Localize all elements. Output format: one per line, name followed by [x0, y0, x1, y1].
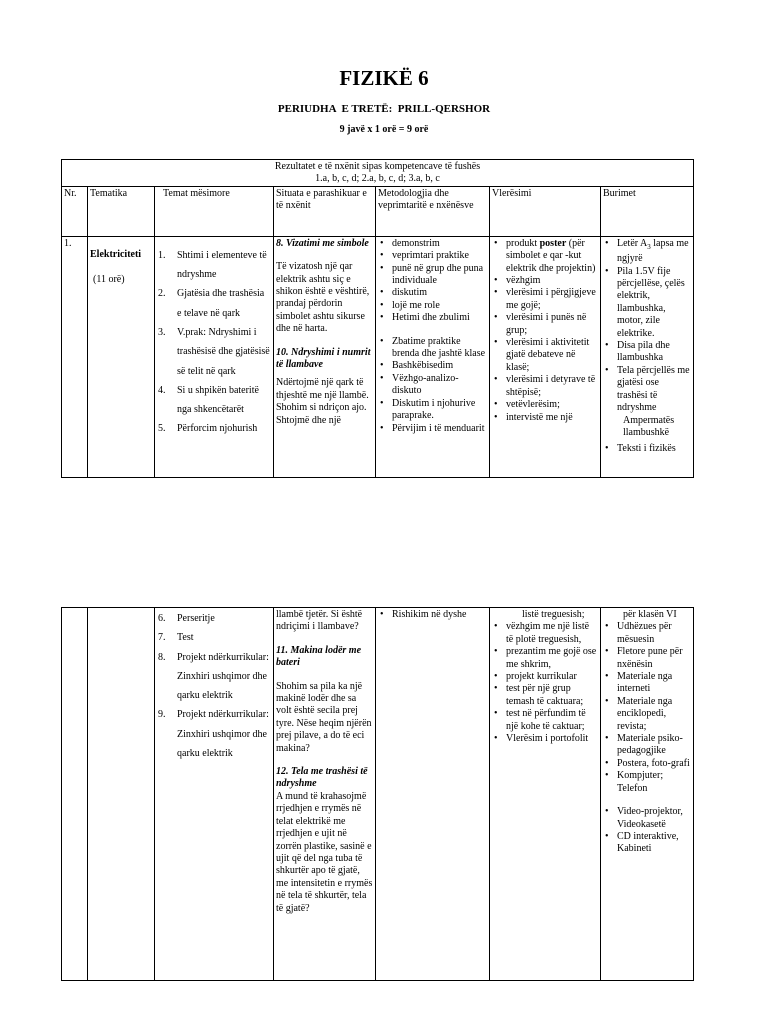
header-row: [62, 186, 694, 236]
topic-hours: (11 orë): [93, 274, 125, 286]
list-item: • CD interaktive, Kabineti: [617, 831, 691, 856]
list-item: 6. Perseritje: [177, 609, 271, 628]
topic-cell: [88, 608, 155, 981]
situation-heading-10: 10. Ndryshimi i numrit të llambave: [276, 346, 371, 371]
list-item: • Hetimi dhe zbulimi: [392, 312, 487, 324]
list-item: • Bashkëbisedim: [392, 360, 487, 372]
list-item: • vlerësimi i punës në grup;: [506, 312, 598, 337]
list-item: • Materiale nga interneti: [617, 671, 691, 696]
resources-cell: [601, 236, 694, 477]
list-item: 5. Përforcim njohurish: [177, 419, 271, 438]
methods-list: [378, 238, 487, 325]
row-number: 1.: [62, 236, 88, 477]
list-item: • veprimtari praktike: [392, 250, 487, 262]
list-item: • projekt kurrikular: [506, 671, 598, 683]
col-lessons-header: Temat mësimore: [155, 186, 274, 236]
assessment-list: [492, 621, 598, 745]
situation-text-11: Shohim sa pila ka një makinë lodër dhe sa volt është secila prej tyre. Nëse heqim njërën prej pilave, a do të eci makina?: [276, 680, 372, 754]
method-cell: [376, 608, 490, 981]
table-row: [62, 236, 694, 477]
assessment-cell: [490, 236, 601, 477]
list-item: • lojë me role: [392, 300, 487, 312]
row-number: [62, 608, 88, 981]
paper-size-subscript: 3: [647, 242, 651, 251]
list-item: • test në përfundim të një kohe të caktuar;: [506, 708, 598, 733]
list-item: • prezantim me gojë ose me shkrim,: [506, 646, 598, 671]
methods-list: [378, 609, 487, 621]
period-subtitle: PERIUDHA E TRETË: PRILL-QERSHOR: [277, 103, 491, 115]
competence-caption: [62, 160, 694, 187]
list-item: • Diskutim i njohurive paraprake.: [392, 398, 487, 423]
list-item: • demonstrim: [392, 238, 487, 250]
resources-cell: [601, 608, 694, 981]
resources-list: [603, 238, 691, 415]
situation-cell: [274, 236, 376, 477]
list-item: 1. Shtimi i elementeve të ndryshme: [177, 246, 271, 285]
lessons-list: [157, 246, 271, 439]
col-method-header: Metodologjia dhe veprimtaritë e nxënësve: [376, 186, 490, 236]
list-item: • intervistë me një: [506, 412, 598, 424]
situation-heading-11: 11. Makina lodër me bateri: [276, 644, 362, 669]
list-item: • vetëvlerësim;: [506, 399, 598, 411]
list-item: • Kompjuter; Telefon: [617, 770, 691, 795]
list-item: 4. Si u shpikën bateritë nga shkencëtarët: [177, 381, 271, 420]
curriculum-table-part2: [61, 607, 694, 981]
list-item: • vëzhgim me një listë të plotë treguesish,: [506, 621, 598, 646]
situation-cell: [274, 608, 376, 981]
caption-row: [62, 160, 694, 187]
curriculum-table-part1: [61, 159, 694, 478]
col-assessment-header: Vlerësimi: [490, 186, 601, 236]
list-item: • Udhëzues për mësuesin: [617, 621, 691, 646]
list-item: • Vëzhgo-analizo-diskuto: [392, 373, 487, 398]
list-item: • vlerësimi i detyrave të shtëpisë;: [506, 374, 598, 399]
list-item: • Postera, foto-grafi: [617, 758, 691, 770]
caption-line1: Rezultatet e të nxënit sipas kompetencave të fushës: [274, 161, 481, 172]
list-item: • diskutim: [392, 287, 487, 299]
situation-text-12: A mund të krahasojmë rrjedhjen e rrymës në telat elektrikë me rrjedhjen e ujit në zorrën plastike, sasinë e ujit që del nga tuba të shkurtër apo të gjatë, me intensitetin e rrymës në tela të shkurtër, tela të gjatë?: [276, 790, 373, 914]
lessons-cell: [155, 236, 274, 477]
col-situation-header: Situata e parashikuar e të nxënit: [274, 186, 376, 236]
list-item: 2. Gjatësia dhe trashësia e telave në qark: [177, 284, 271, 323]
page-title: FIZIKË 6: [339, 66, 429, 90]
topic-name: Elektriciteti: [90, 248, 142, 260]
lessons-list: [157, 609, 271, 763]
list-item: 9. Projekt ndërkurrikular: Zinxhiri ushqimor dhe qarku elektrik: [177, 705, 271, 763]
list-item: • Pila 1.5V fije përcjellëse, çelës elektrik, llambushka, motor, zile elektrike.: [617, 266, 691, 340]
assessment-list: [492, 238, 598, 424]
list-item: • Vlerësim i portofolit: [506, 733, 598, 745]
list-item: 7. Test: [177, 628, 271, 647]
situation-text-8: Të vizatosh një qar elektrik ashtu siç e shikon është e vështirë, prandaj përdorin simbolet ashtu sikurse dhe në harta.: [276, 261, 370, 335]
col-nr-header: Nr.: [62, 186, 88, 236]
resource-cont: për klasën VI: [623, 609, 677, 620]
situation-text-10: Ndërtojmë një qark të thjeshtë me një llambë. Shohim si ndriçon ajo. Shtojmë dhe një: [276, 377, 369, 426]
assessment-cont: listë treguesish;: [522, 609, 585, 620]
table-row: [62, 608, 694, 981]
caption-line2: 1.a, b, c, d; 2.a, b, c, d; 3.a, b, c: [315, 173, 440, 185]
situation-heading-12: 12. Tela me trashësi të ndryshme: [276, 766, 368, 790]
list-item: • Zbatime praktike brenda dhe jashtë klase: [392, 336, 487, 361]
topic-cell: [88, 236, 155, 477]
method-cell: [376, 236, 490, 477]
list-item: • Tela përcjellës me gjatësi ose trashësi të ndryshme: [617, 365, 691, 415]
resources-list-2: [603, 443, 691, 455]
list-item: • vlerësimi i aktivitetit gjatë debateve në klasë;: [506, 337, 598, 374]
list-item: • vëzhgim: [506, 275, 598, 287]
list-item: • Disa pila dhe llambushka: [617, 340, 691, 365]
list-item: • punë në grup dhe puna individuale: [392, 263, 487, 288]
col-topic-header: Tematika: [88, 186, 155, 236]
list-item: • Teksti i fizikës: [617, 443, 691, 455]
poster-term: poster: [539, 237, 567, 249]
list-item: 8. Projekt ndërkurrikular: Zinxhiri ushqimor dhe qarku elektrik: [177, 648, 271, 706]
list-item: • test për një grup temash të caktuara;: [506, 683, 598, 708]
resource-extra: Ampermatës llambushkë: [623, 414, 675, 438]
hours-subtitle: 9 javë x 1 orë = 9 orë: [339, 124, 429, 135]
methods-list-2: [378, 336, 487, 435]
list-item: • vlerësimi i përgjigjeve me gojë;: [506, 287, 598, 312]
list-item: • Materiale nga enciklopedi, revista;: [617, 696, 691, 733]
list-item: • Materiale psiko-pedagogjike: [617, 733, 691, 758]
resources-list-2: [603, 806, 691, 856]
situation-heading-8: 8. Vizatimi me simbole: [276, 237, 369, 249]
list-item: • produkt poster (për simbolet e qar -kut elektrik dhe projektin): [506, 238, 598, 275]
list-item: • Fletore pune për nxënësin: [617, 646, 691, 671]
col-resources-header: Burimet: [601, 186, 694, 236]
list-item: • Rishikim në dyshe: [392, 609, 487, 621]
list-item: • Përvijim i të menduarit: [392, 423, 487, 435]
assessment-cell: [490, 608, 601, 981]
situation-text-10-cont: llambë tjetër. Si është ndriçimi i llambave?: [276, 609, 363, 633]
lessons-cell: [155, 608, 274, 981]
list-item: 3. V.prak: Ndryshimi i trashësisë dhe gjatësisë së telit në qark: [177, 323, 271, 381]
list-item: • Video-projektor, Videokasetë: [617, 806, 691, 831]
resources-list: [603, 621, 691, 795]
list-item: • Letër $A_3$ lapsa me ngjyrë: [617, 238, 691, 266]
